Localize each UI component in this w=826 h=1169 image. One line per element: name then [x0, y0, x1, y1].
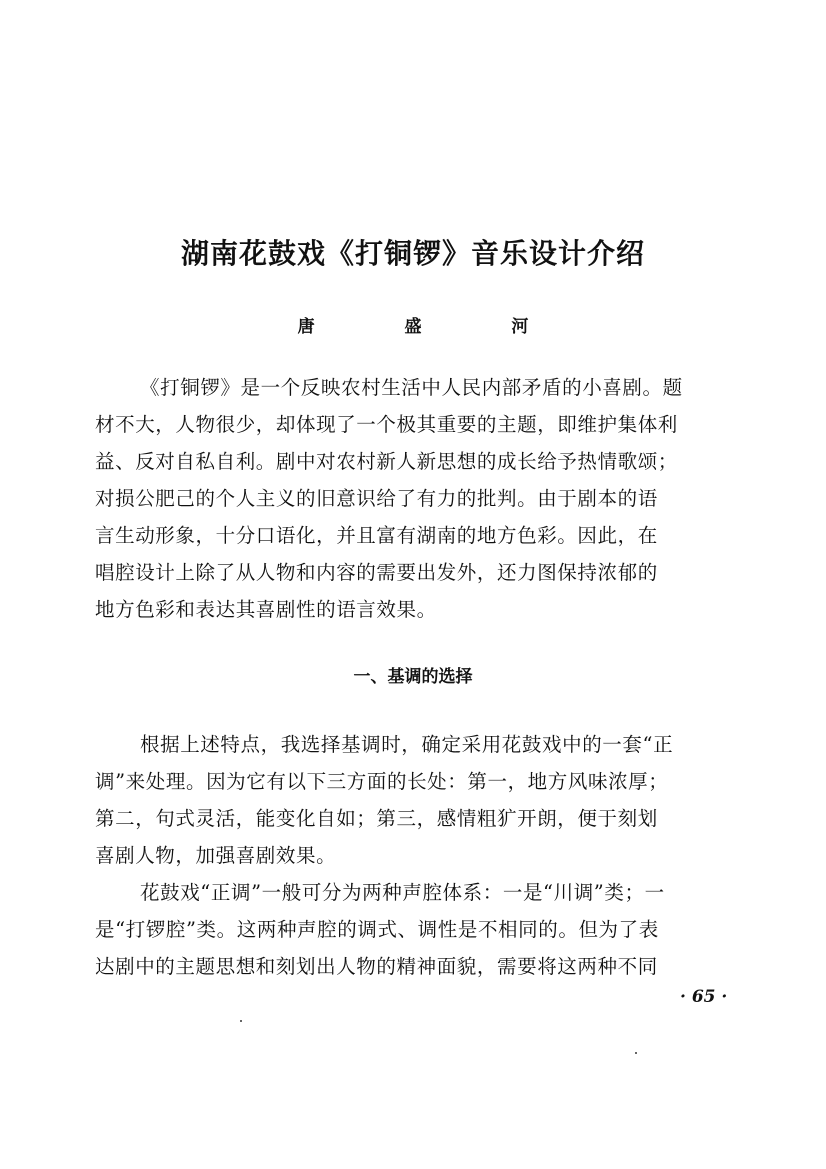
article-title: 湖南花鼓戏《打铜锣》音乐设计介绍	[180, 237, 645, 270]
text-line: 对损公肥己的个人主义的旧意识给了有力的批判。由于剧本的语	[95, 487, 658, 510]
scan-speck	[240, 1020, 242, 1022]
text-line: 唱腔设计上除了从人物和内容的需要出发外，还力图保持浓郁的	[95, 561, 658, 584]
text-line: 地方色彩和表达其喜剧性的语言效果。	[95, 598, 437, 621]
section-heading: 一、基调的选择	[353, 667, 473, 687]
page-number: · 65 ·	[680, 987, 728, 1007]
text-line: 第二，句式灵活，能变化自如；第三，感情粗犷开朗，便于刻划	[95, 807, 658, 830]
text-line: 根据上述特点，我选择基调时，确定采用花鼓戏中的一套“正	[140, 733, 674, 756]
text-line: 是“打锣腔”类。这两种声腔的调式、调性是不相同的。但为了表	[95, 918, 659, 941]
text-line: 言生动形象，十分口语化，并且富有湖南的地方色彩。因此，在	[95, 524, 658, 547]
text-line: 益、反对自私自利。剧中对农村新人新思想的成长给予热情歌颂；	[95, 450, 678, 473]
author-name: 唐 盛 河	[297, 317, 557, 337]
text-line: 调”来处理。因为它有以下三方面的长处：第一，地方风味浓厚；	[95, 770, 669, 793]
scan-speck	[635, 1052, 637, 1054]
text-line: 达剧中的主题思想和刻划出人物的精神面貌，需要将这两种不同	[95, 955, 658, 978]
text-line: 喜剧人物，加强喜剧效果。	[95, 844, 337, 867]
text-line: 花鼓戏“正调”一般可分为两种声腔体系：一是“川调”类；一	[140, 881, 665, 904]
text-line: 材不大，人物很少，却体现了一个极其重要的主题，即维护集体利	[95, 413, 678, 436]
text-line: 《打铜锣》是一个反映农村生活中人民内部矛盾的小喜剧。题	[140, 376, 683, 399]
